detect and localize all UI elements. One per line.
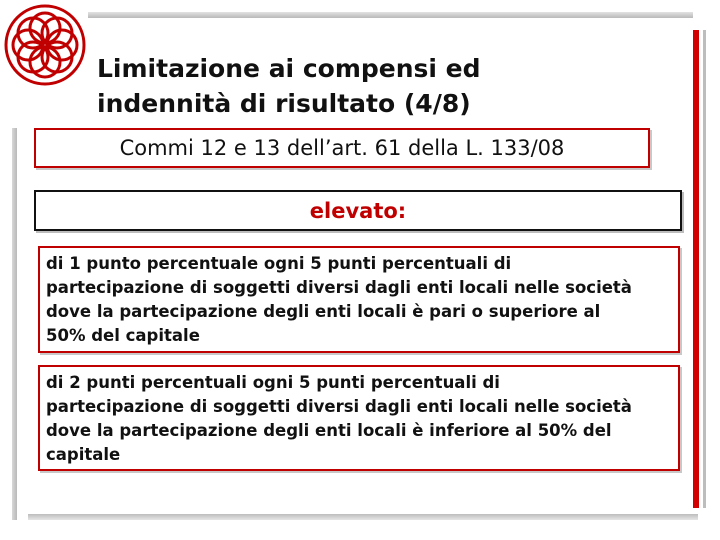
frame-right-red-bar: [693, 30, 699, 508]
item-line: capitale: [46, 445, 121, 464]
keyword-box: [34, 190, 682, 231]
frame-top-bar: [88, 12, 693, 18]
item-line: di 1 punto percentuale ogni 5 punti percentuali di: [46, 254, 512, 273]
slide-title: [97, 51, 481, 121]
item-line: dove la partecipazione degli enti locali è pari o superiore al: [46, 302, 601, 321]
subtitle-text: Commi 12 e 13 dell’art. 61 della L. 133/08: [119, 136, 565, 160]
frame-bottom-bar: [28, 514, 698, 520]
frame-right-grey-bar: [703, 30, 706, 508]
logo-icon: [2, 2, 88, 88]
item-line: dove la partecipazione degli enti locali è inferiore al 50% del: [46, 421, 612, 440]
frame-left-bar: [12, 128, 17, 520]
item-line: di 2 punti percentuali ogni 5 punti percentuali di: [46, 373, 500, 392]
subtitle-box: [34, 128, 650, 168]
item-box-2: [38, 365, 680, 471]
item-line: partecipazione di soggetti diversi dagli enti locali nelle società: [46, 397, 632, 416]
keyword-text: elevato:: [309, 198, 407, 223]
item-box-1: [38, 246, 680, 353]
item-line: 50% del capitale: [46, 326, 200, 345]
item-line: partecipazione di soggetti diversi dagli enti locali nelle società: [46, 278, 632, 297]
slide-title-line: indennità di risultato (4/8): [97, 89, 471, 118]
slide-title-line: Limitazione ai compensi ed: [97, 54, 481, 83]
